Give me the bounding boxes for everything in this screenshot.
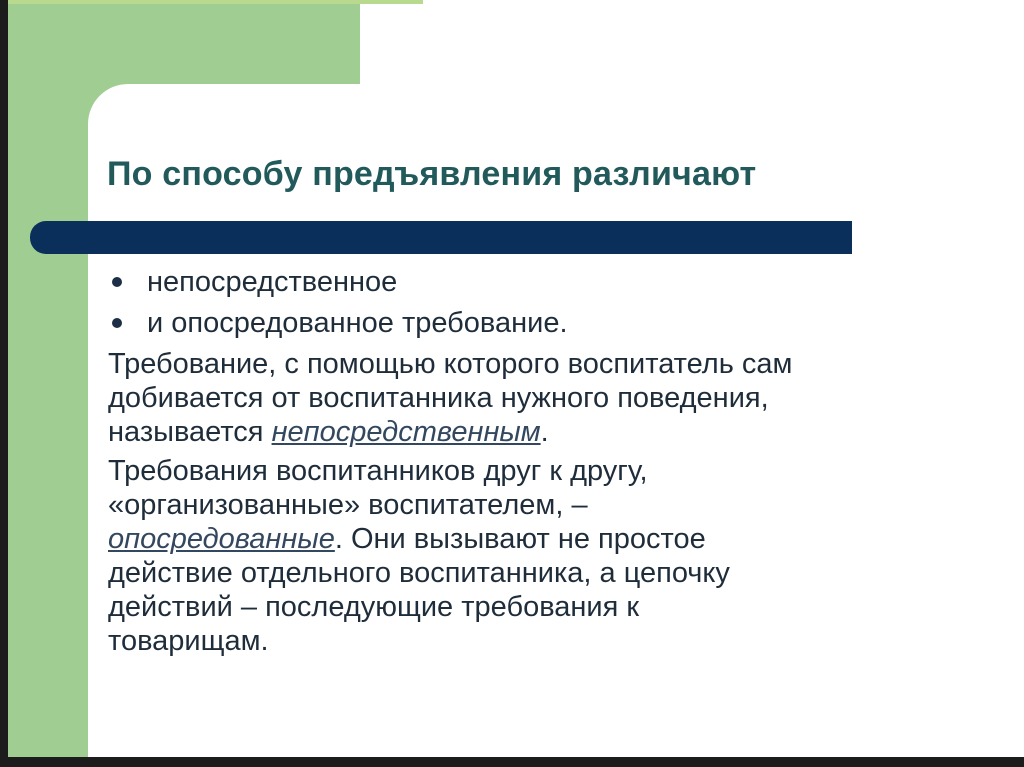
decorative-top-line bbox=[8, 0, 423, 4]
bullet-item-mediated bbox=[108, 306, 988, 340]
paragraph-line: Требование, с помощью которого воспитатель сам bbox=[108, 348, 793, 380]
paragraph-line: товарищам. bbox=[108, 625, 269, 657]
paragraph-line: действие отдельного воспитанника, а цепочку bbox=[108, 557, 730, 589]
definition-mediated bbox=[108, 454, 988, 658]
paragraph-text: . bbox=[540, 416, 549, 448]
paragraph-line: «организованные» воспитателем, – bbox=[108, 489, 588, 521]
slide-content bbox=[108, 265, 988, 663]
term-direct: непосредственным bbox=[271, 416, 541, 448]
bullet-text: непосредственное bbox=[147, 266, 398, 298]
title-underline-bar bbox=[30, 221, 852, 254]
paragraph-line bbox=[108, 522, 988, 556]
bullet-icon bbox=[112, 318, 122, 328]
bullet-icon bbox=[112, 277, 122, 287]
paragraph-line: добивается от воспитанника нужного поведения, bbox=[108, 382, 769, 414]
paragraph-line: Требования воспитанников друг к другу, bbox=[108, 455, 648, 487]
slide-title: По способу предъявления различают bbox=[107, 155, 757, 193]
term-mediated: опосредованные bbox=[108, 523, 335, 555]
paragraph-line: действий – последующие требования к bbox=[108, 591, 640, 623]
video-frame-border-bottom bbox=[0, 757, 1024, 767]
paragraph-text: называется bbox=[108, 416, 272, 448]
bullet-item-direct bbox=[108, 265, 988, 299]
paragraph-text: . Они вызывают не простое bbox=[334, 523, 706, 555]
video-frame-border-left bbox=[0, 0, 8, 767]
bullet-text: и опосредованное требование. bbox=[147, 307, 568, 339]
definition-direct bbox=[108, 347, 988, 449]
paragraph-line bbox=[108, 415, 988, 449]
